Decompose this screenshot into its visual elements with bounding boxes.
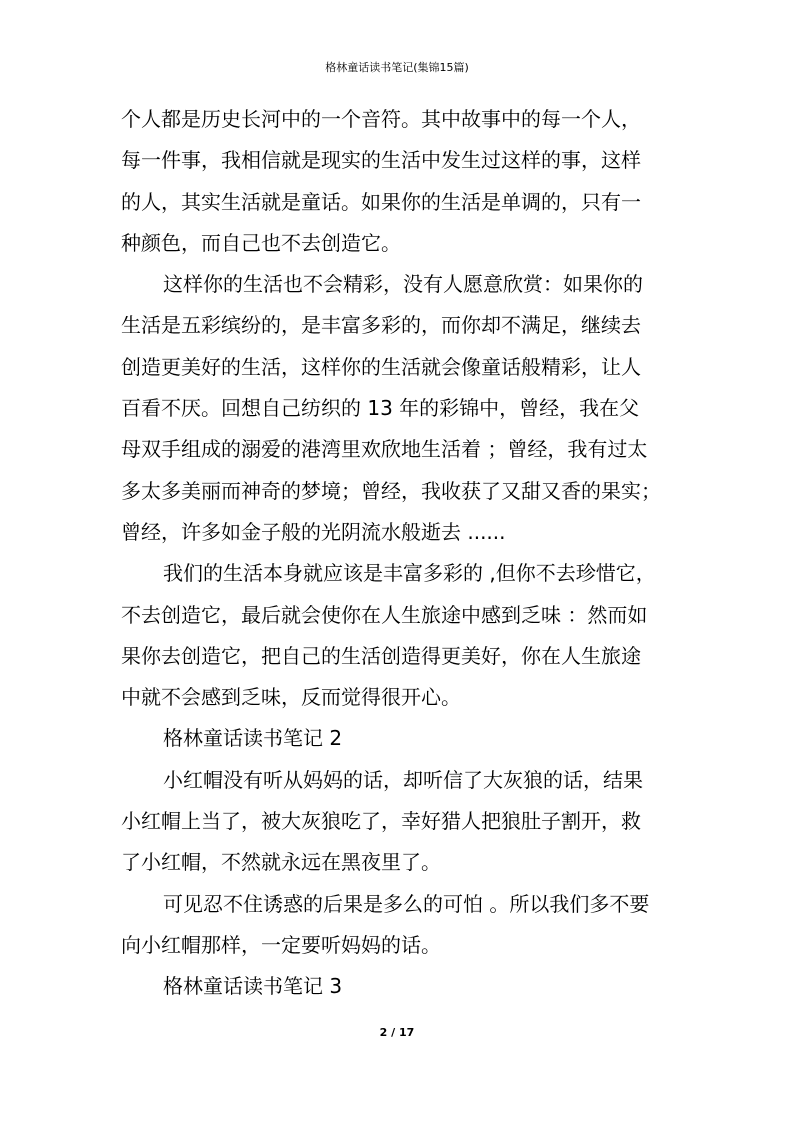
text-line: 我们的生活本身就应该是丰富多彩的 ,但你不去珍惜它，: [163, 561, 656, 586]
text-line: 小红帽上当了，被大灰狼吃了，幸好猎人把狼肚子割开，救: [121, 809, 641, 834]
section-heading: 格林童话读书笔记 3: [163, 974, 343, 999]
text-line: 多太多美丽而神奇的梦境；曾经，我收获了又甜又香的果实；: [121, 478, 661, 503]
text-line: 百看不厌。回想自己纺织的 13 年的彩锦中，曾经，我在父: [121, 396, 640, 421]
document-body: [121, 99, 677, 1008]
text-line: 不去创造它，最后就会使你在人生旅途中感到乏味 ：然而如: [121, 602, 648, 627]
text-line: 生活是五彩缤纷的，是丰富多彩的，而你却不满足，继续去: [121, 313, 641, 338]
page-number: 2 / 17: [379, 1026, 415, 1039]
text-line: 创造更美好的生活，这样你的生活就会像童话般精彩，让人: [121, 354, 641, 379]
section-heading: 格林童话读书笔记 2: [163, 726, 343, 751]
text-line: 曾经，许多如金子般的光阴流水般逝去 ......: [121, 519, 506, 544]
text-line: 小红帽没有听从妈妈的话，却听信了大灰狼的话，结果: [163, 767, 643, 792]
text-line: 了小红帽，不然就永远在黑夜里了。: [121, 850, 441, 875]
text-line: 可见忍不住诱惑的后果是多么的可怕 。所以我们多不要: [163, 891, 650, 916]
text-line: 这样你的生活也不会精彩，没有人愿意欣赏：如果你的: [163, 272, 643, 297]
text-line: 果你去创造它，把自己的生活创造得更美好，你在人生旅途: [121, 643, 641, 668]
text-line: 母双手组成的溺爱的港湾里欢欣地生活着 ；曾经，我有过太: [121, 437, 648, 462]
text-line: 向小红帽那样，一定要听妈妈的话。: [121, 932, 441, 957]
page-header: 格林童话读书笔记(集锦15篇): [325, 61, 469, 74]
text-line: 每一件事，我相信就是现实的生活中发生过这样的事，这样: [121, 148, 641, 173]
text-line: 中就不会感到乏味，反而觉得很开心。: [121, 685, 461, 710]
text-line: 个人都是历史长河中的一个音符。其中故事中的每一个人，: [121, 107, 641, 131]
text-line: 种颜色，而自己也不去创造它。: [121, 230, 401, 255]
text-line: 的人，其实生活就是童话。如果你的生活是单调的，只有一: [121, 189, 641, 214]
